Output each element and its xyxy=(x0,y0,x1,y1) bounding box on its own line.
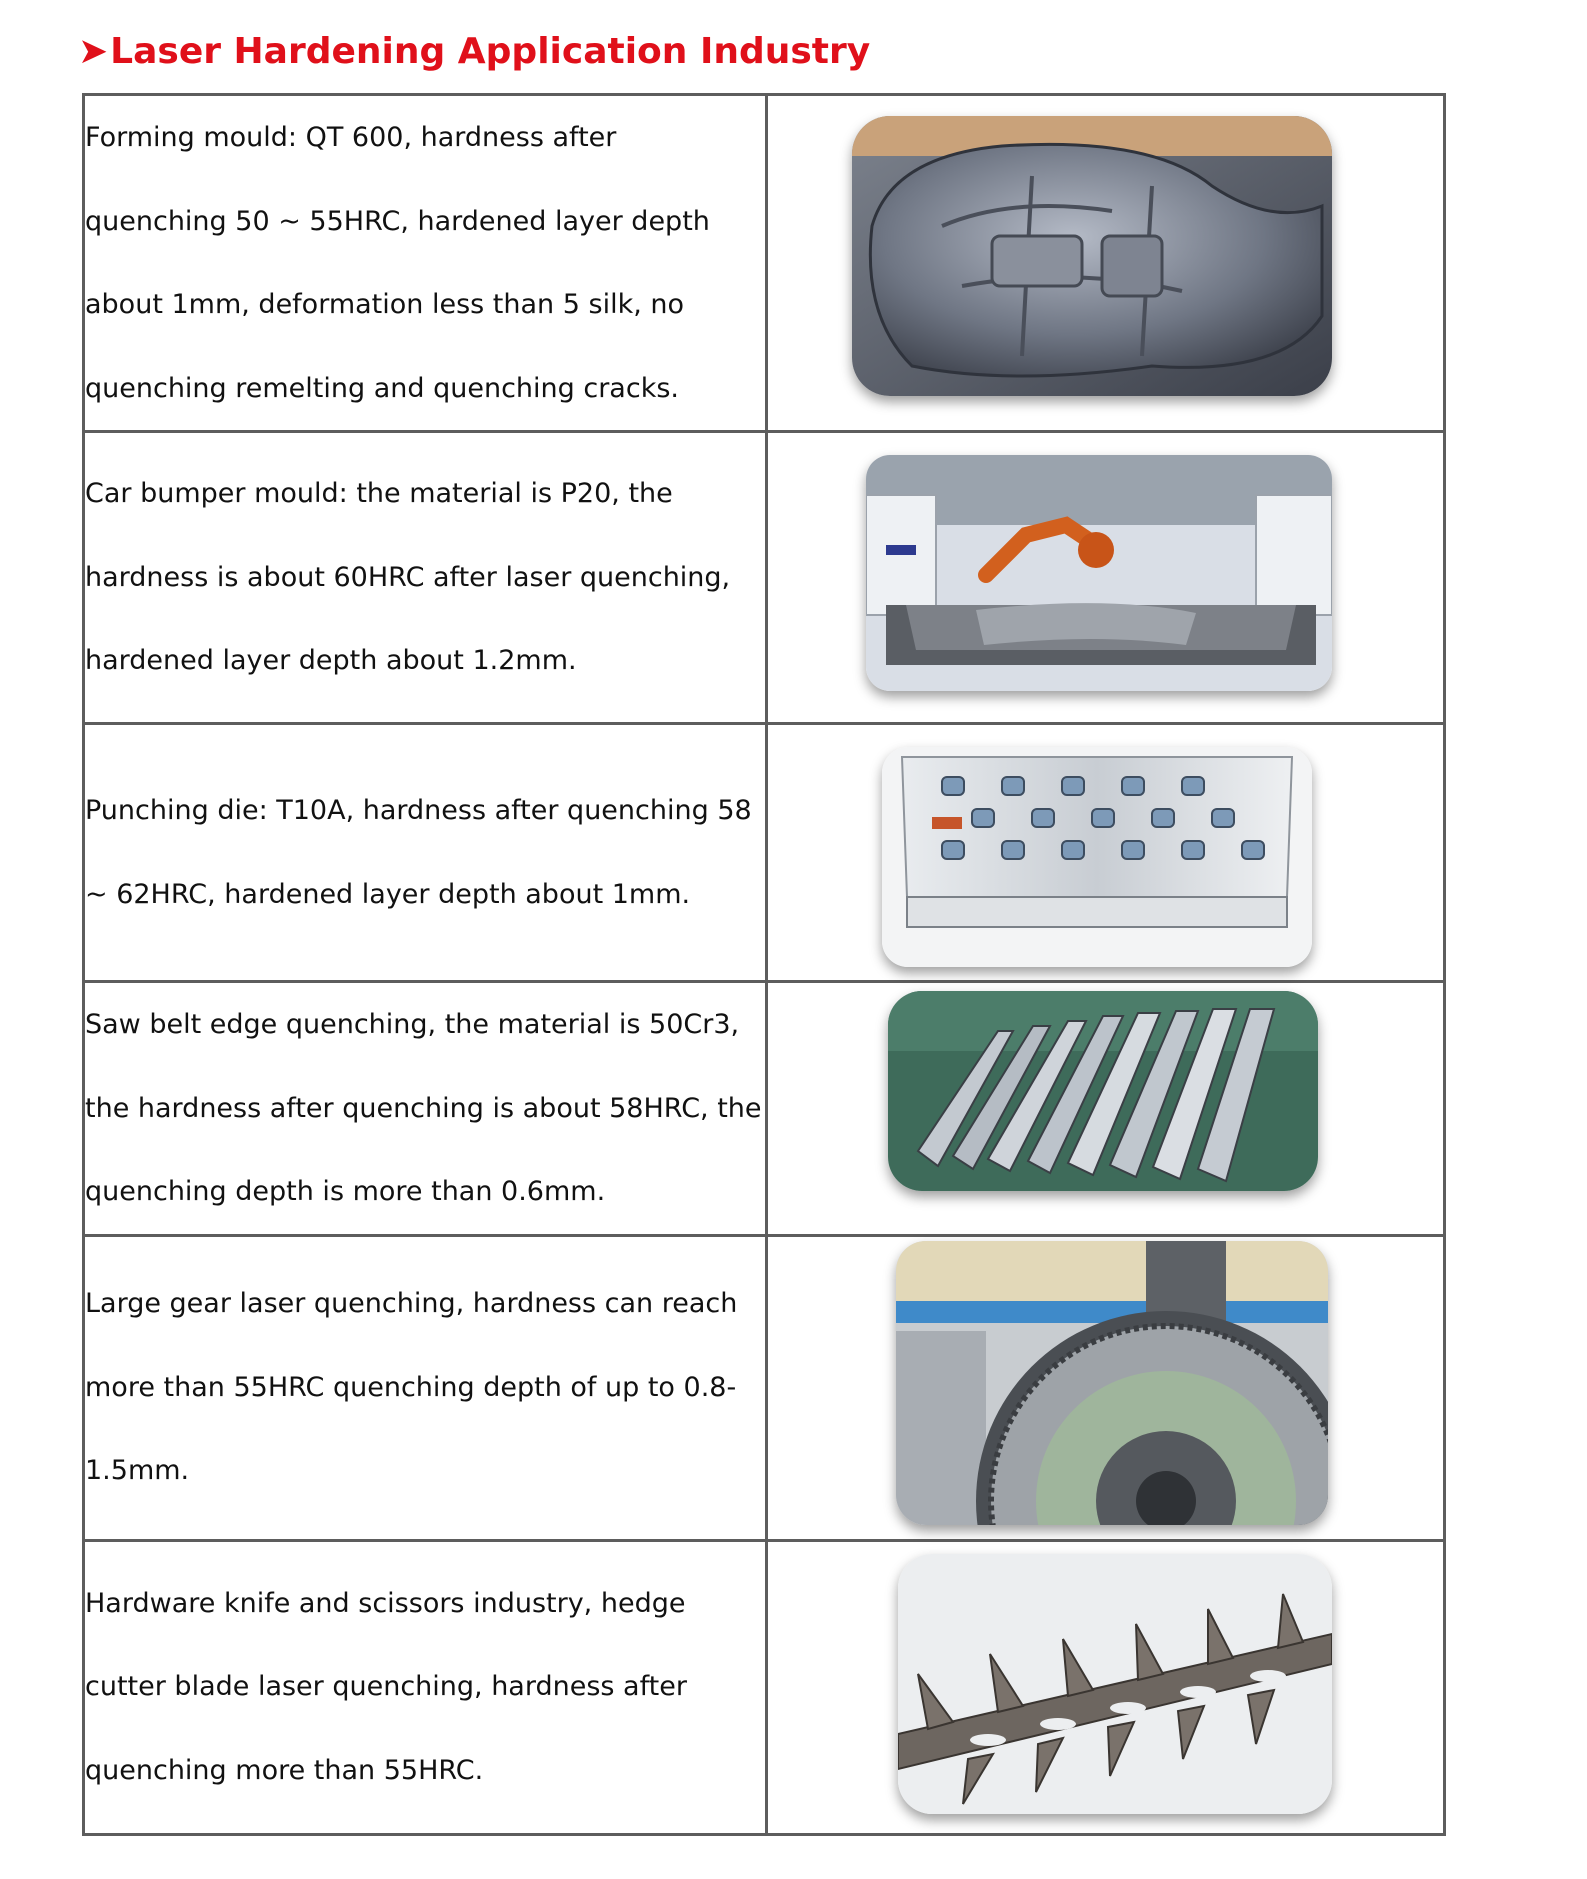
table-row xyxy=(84,432,1445,724)
table-row xyxy=(84,724,1445,982)
description-cell xyxy=(84,95,767,432)
description-cell xyxy=(84,432,767,724)
row-description: Punching die: T10A, hardness after quenching 58 ~ 62HRC, hardened layer depth about 1mm. xyxy=(85,795,752,910)
image-cell xyxy=(767,982,1445,1236)
description-cell xyxy=(84,982,767,1236)
row-description: Large gear laser quenching, hardness can reach more than 55HRC quenching depth of up to 0.8-1.5mm. xyxy=(85,1288,738,1487)
table-row xyxy=(84,95,1445,432)
description-cell xyxy=(84,724,767,982)
car-bumper-mould-photo xyxy=(866,455,1332,691)
row-description: Forming mould: QT 600, hardness after quenching 50 ~ 55HRC, hardened layer depth about 1mm, deformation less than 5 silk, no quenching remelting and quenching cracks. xyxy=(85,122,710,404)
image-cell xyxy=(767,724,1445,982)
page-title-text: Laser Hardening Application Industry xyxy=(110,31,871,72)
image-cell xyxy=(767,432,1445,724)
table-row xyxy=(84,1540,1445,1834)
table-row xyxy=(84,982,1445,1236)
row-description: Hardware knife and scissors industry, hedge cutter blade laser quenching, hardness after quenching more than 55HRC. xyxy=(85,1587,687,1786)
arrow-icon: ➤ xyxy=(78,31,109,72)
image-cell xyxy=(767,1540,1445,1834)
description-cell xyxy=(84,1540,767,1834)
punching-die-photo xyxy=(882,747,1312,967)
row-description: Car bumper mould: the material is P20, the hardness is about 60HRC after laser quenching, hardened layer depth about 1.2mm. xyxy=(85,478,731,677)
row-description: Saw belt edge quenching, the material is 50Cr3, the hardness after quenching is about 58HRC, the quenching depth is more than 0.6mm. xyxy=(85,1009,762,1207)
table-row xyxy=(84,1235,1445,1540)
large-gear-photo xyxy=(896,1241,1328,1525)
page-title xyxy=(78,26,870,78)
description-cell xyxy=(84,1235,767,1540)
saw-belt-photo xyxy=(888,991,1318,1191)
application-table xyxy=(82,93,1446,1836)
image-cell xyxy=(767,1235,1445,1540)
hedge-cutter-blade-photo xyxy=(898,1554,1332,1814)
image-cell xyxy=(767,95,1445,432)
forming-mould-photo xyxy=(852,116,1332,396)
